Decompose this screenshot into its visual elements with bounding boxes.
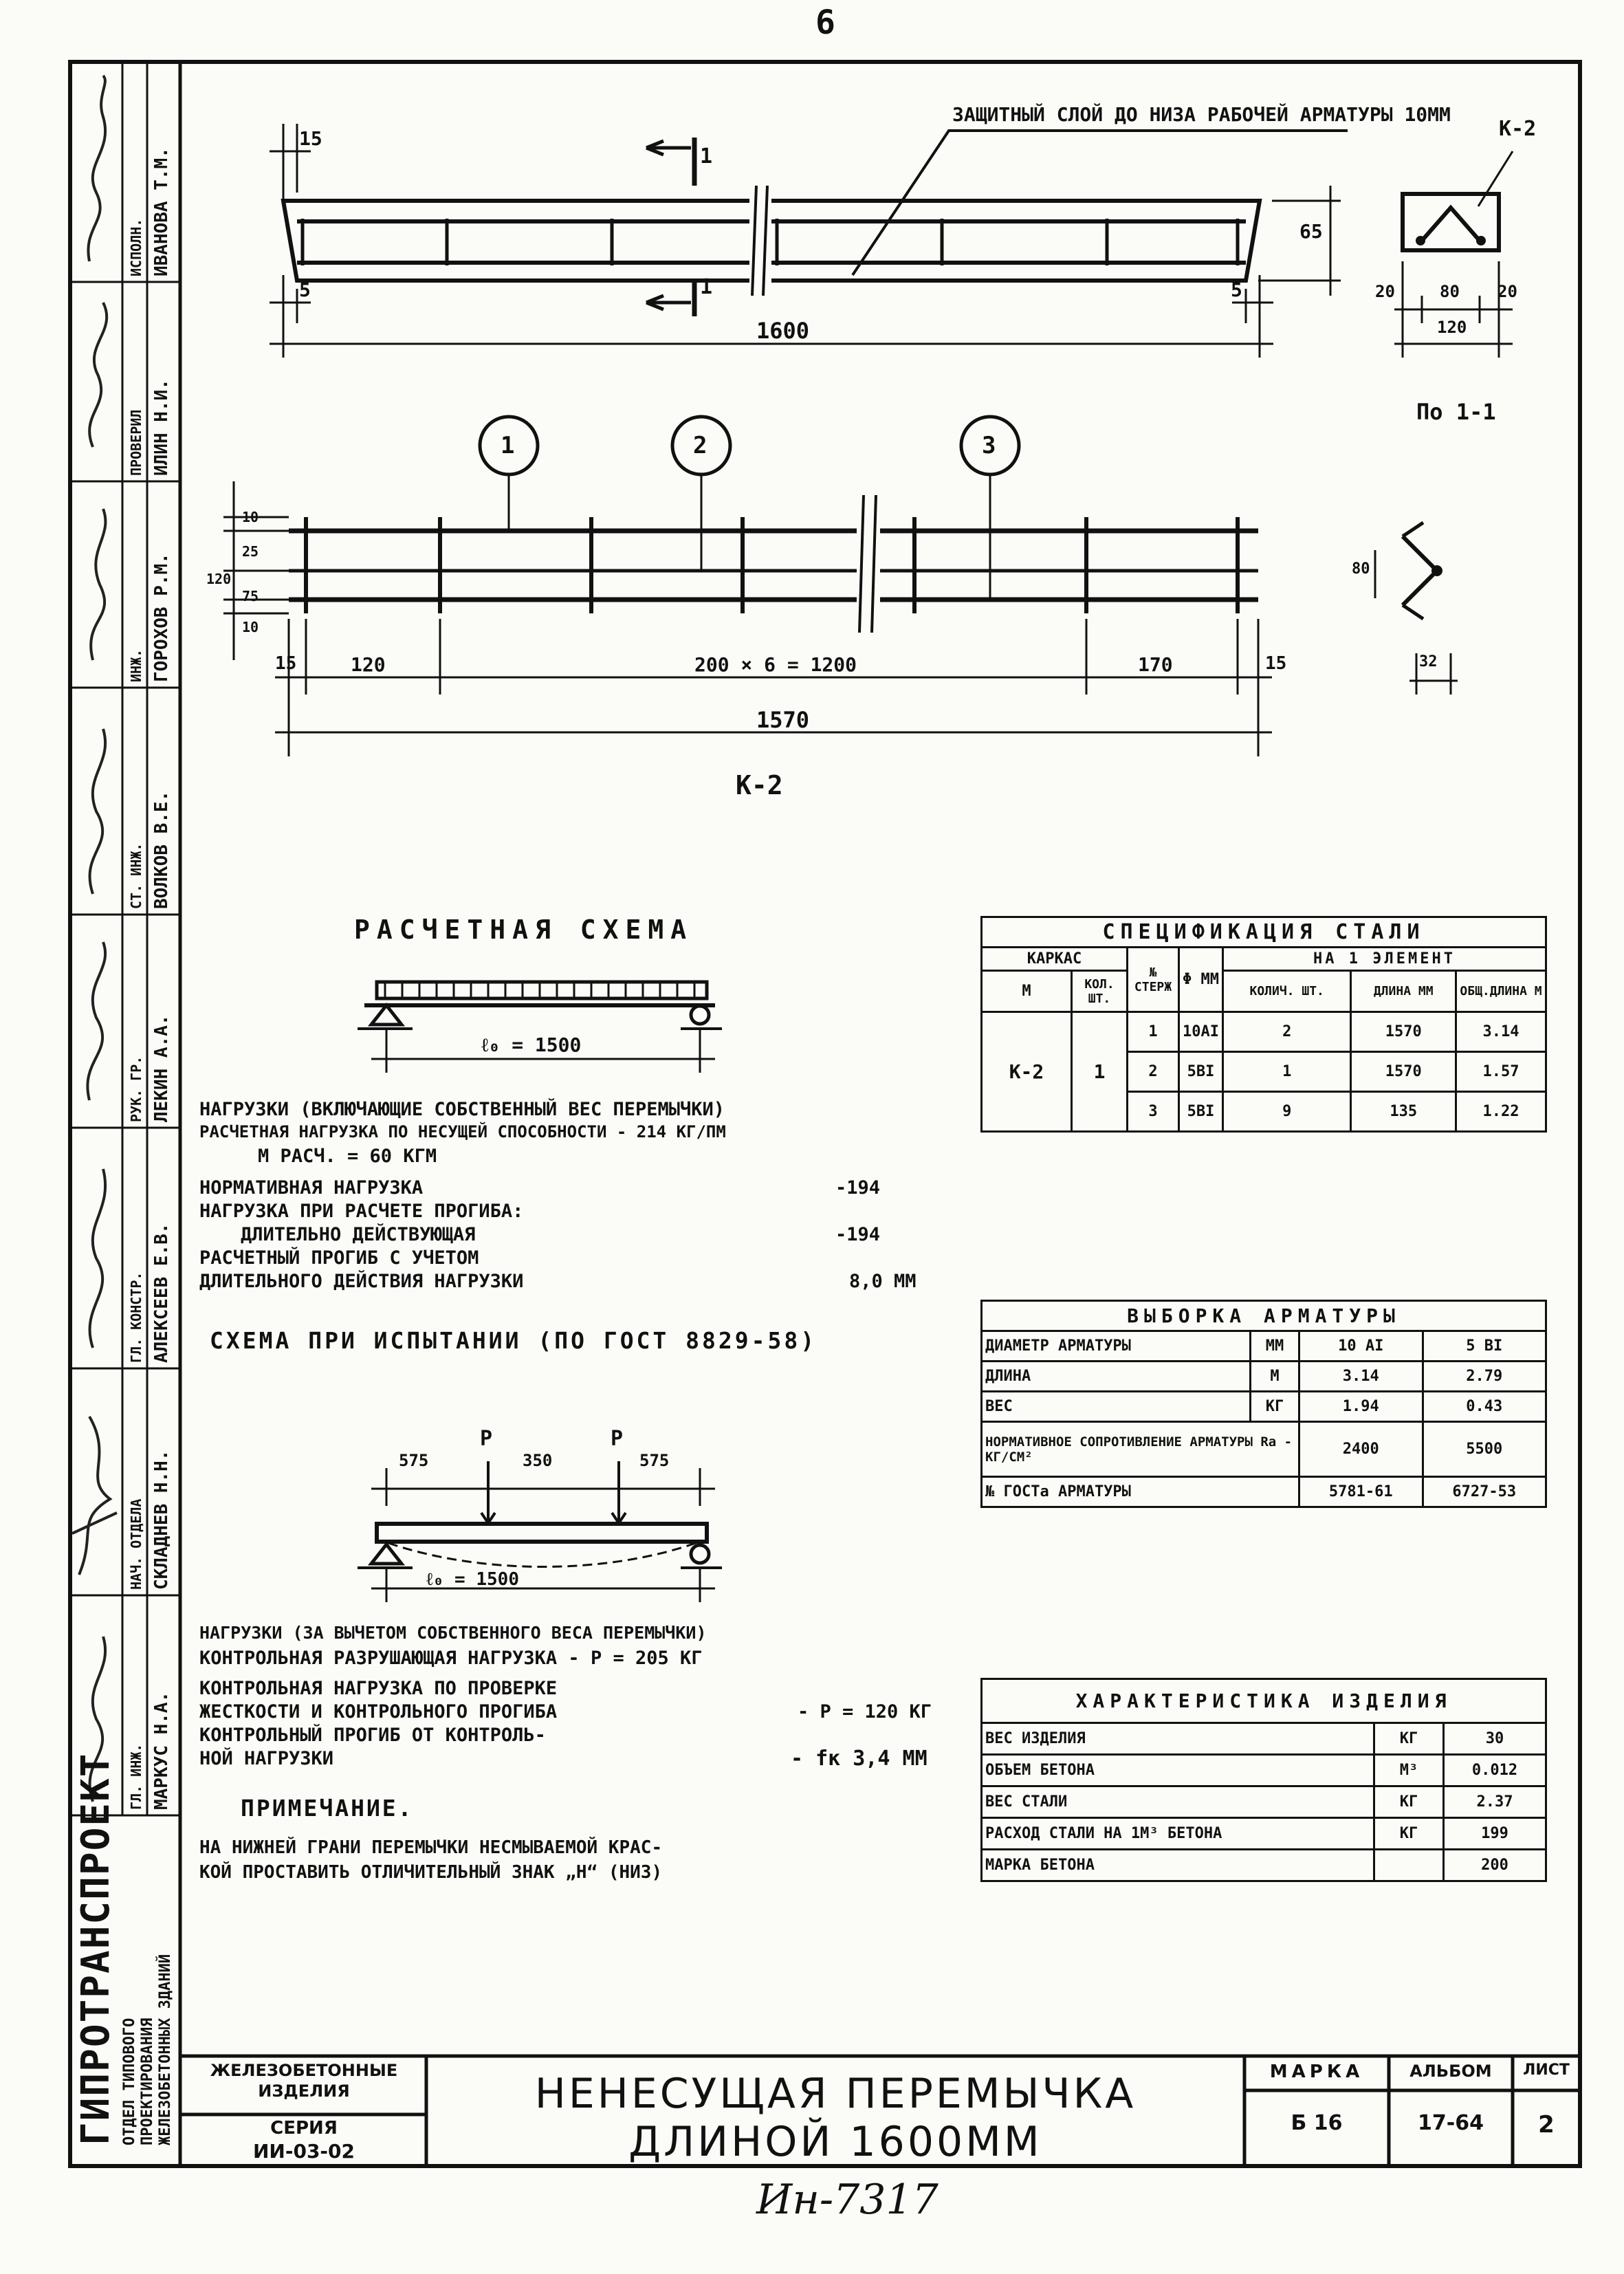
tb-album: 17-64 [1418,2111,1484,2135]
rebar-cell: 5 BI [1423,1331,1546,1362]
dim-text: 20 [1497,282,1517,301]
spec-cell: 1570 [1351,1052,1456,1092]
role-label: РУК. ГР. [128,1056,144,1122]
role-name: ВОЛКОВ В.Е. [151,790,172,909]
rebar-label: ВЕС [982,1392,1251,1422]
spec-cell: 1.57 [1456,1052,1546,1092]
char-label: ВЕС ИЗДЕЛИЯ [982,1723,1374,1755]
char-unit: КГ [1374,1723,1444,1755]
tb-category: ЖЕЛЕЗОБЕТОННЫЕ ИЗДЕЛИЯ [210,2061,398,2101]
rebar-cell: 2400 [1299,1422,1423,1477]
spec-header: КОЛИЧ. ШТ. [1222,971,1350,1012]
tb-series-label: СЕРИЯ [270,2118,338,2139]
calc-line: НАГРУЗКА ПРИ РАСЧЕТЕ ПРОГИБА: [199,1201,524,1222]
callout-2: 2 [693,432,707,459]
spec-header: ДЛИНА ММ [1351,971,1456,1012]
rebar-unit: ММ [1251,1331,1299,1362]
rebar-label: ДЛИНА [982,1362,1251,1392]
test-line: КОНТРОЛЬНЫЙ ПРОГИБ ОТ КОНТРОЛЬ- [199,1725,546,1746]
char-title: ХАРАКТЕРИСТИКА ИЗДЕЛИЯ [982,1679,1546,1723]
role-name: ЛЕКИН А.А. [151,1014,172,1122]
char-unit: КГ [1374,1786,1444,1818]
spec-cell: 3.14 [1456,1012,1546,1052]
spec-header: КОЛ. ШТ. [1072,971,1128,1012]
dim-text: 25 [242,543,259,560]
rebar-cell: 5781-61 [1299,1477,1423,1507]
char-value: 199 [1444,1818,1546,1850]
role-label: ИСПОЛН. [128,218,144,276]
test-span: ℓ₀ = 1500 [426,1569,519,1590]
rebar-cell: 6727-53 [1423,1477,1546,1507]
tb-title-2: ДЛИНОЙ 1600ММ [628,2118,1042,2166]
char-unit: М³ [1374,1755,1444,1786]
dim-text: 5 [1231,278,1242,301]
role-name: МАРКУС Н.А. [151,1691,172,1810]
tb-album-label: АЛЬБОМ [1409,2062,1492,2081]
section-mark: 1 [700,275,713,299]
spec-cell: 9 [1222,1092,1350,1132]
char-value: 200 [1444,1850,1546,1881]
dept-line-2: ПРОЕКТИРОВАНИЯ [139,2018,156,2145]
test-title: СХЕМА ПРИ ИСПЫТАНИИ (ПО ГОСТ 8829-58) [210,1327,818,1354]
test-line: НОЙ НАГРУЗКИ [199,1748,334,1769]
org-name: ГИПРОТРАНСПРОЕКТ [74,1752,118,2145]
dim-text: 120 [1437,318,1467,337]
role-name: СКЛАДНЕВ Н.Н. [151,1450,172,1590]
rebar-cell: 1.94 [1299,1392,1423,1422]
spec-cell: 2 [1128,1052,1179,1092]
tb-title-1: НЕНЕСУЩАЯ ПЕРЕМЫЧКА [534,2070,1137,2118]
calc-line: РАСЧЕТНЫЙ ПРОГИБ С УЧЕТОМ [199,1247,479,1269]
calc-span: ℓ₀ = 1500 [481,1034,582,1056]
role-name: ИВАНОВА Т.М. [151,147,172,276]
spec-header: НА 1 ЭЛЕМЕНТ [1222,948,1546,971]
dept-line-1: ОТДЕЛ ТИПОВОГО [121,2018,138,2145]
calc-line: НОРМАТИВНАЯ НАГРУЗКА [199,1177,424,1199]
char-label: РАСХОД СТАЛИ НА 1М³ БЕТОНА [982,1818,1374,1850]
test-value: - fк 3,4 ММ [791,1747,928,1771]
role-name: АЛЕКСЕЕВ Е.В. [151,1223,172,1363]
tb-mark: Б 16 [1291,2111,1343,2135]
tb-sheet: 2 [1538,2111,1555,2139]
test-value: - P = 120 КГ [798,1701,932,1723]
dim-text: 15 [299,127,322,150]
char-unit [1374,1850,1444,1881]
frame-k2 [223,417,1458,756]
test-line: ЖЕСТКОСТИ И КОНТРОЛЬНОГО ПРОГИБА [199,1701,558,1723]
spec-table [980,916,1547,1133]
frame-label: К-2 [1499,117,1537,141]
calc-title: РАСЧЕТНАЯ СХЕМА [354,915,694,945]
calc-value: -194 [835,1224,881,1245]
char-label: МАРКА БЕТОНА [982,1850,1374,1881]
char-value: 30 [1444,1723,1546,1755]
role-name: ГОРОХОВ Р.М. [151,553,172,682]
spec-header: М [982,971,1072,1012]
role-label: СТ. ИНЖ. [128,842,144,909]
test-line: КОНТРОЛЬНАЯ НАГРУЗКА ПО ПРОВЕРКЕ [199,1678,558,1699]
dim-height: 65 [1299,220,1323,243]
note-title: ПРИМЕЧАНИЕ. [241,1795,414,1822]
calc-line: ДЛИТЕЛЬНО ДЕЙСТВУЮЩАЯ [241,1224,476,1245]
spec-header: ОБЩ.ДЛИНА М [1456,971,1546,1012]
rebar-label: НОРМАТИВНОЕ СОПРОТИВЛЕНИЕ АРМАТУРЫ Rа - КГ/СМ² [982,1422,1299,1477]
dim-text: 120 [351,653,386,676]
dim-text: 80 [1352,560,1370,578]
rebar-label: ДИАМЕТР АРМАТУРЫ [982,1331,1251,1362]
frame-label: К-2 [736,770,783,800]
dim-text: 10 [242,509,259,525]
dim-text: 32 [1419,653,1438,670]
role-name: ИЛИН Н.И. [151,379,172,476]
dim-text: 15 [1265,653,1287,674]
inventory-mark: Ин-7317 [756,2176,939,2224]
callout-1: 1 [501,432,515,459]
spec-frame: К-2 [982,1012,1072,1132]
rebar-cell: 2.79 [1423,1362,1546,1392]
rebar-unit: КГ [1251,1392,1299,1422]
char-table [980,1678,1547,1882]
dim-text: 15 [275,653,297,674]
spec-title: СПЕЦИФИКАЦИЯ СТАЛИ [982,917,1546,948]
calc-line: ДЛИТЕЛЬНОГО ДЕЙСТВИЯ НАГРУЗКИ [199,1271,524,1292]
dim-text: 575 [639,1451,670,1470]
dim-text: 75 [242,588,259,604]
role-label: ПРОВЕРИЛ [128,409,144,476]
dim-text: 170 [1138,653,1173,676]
calc-line: М РАСЧ. = 60 КГМ [258,1146,437,1167]
char-label: ОБЪЕМ БЕТОНА [982,1755,1374,1786]
rebar-cell: 0.43 [1423,1392,1546,1422]
spec-header: КАРКАС [982,948,1128,971]
note-line: НА НИЖНЕЙ ГРАНИ ПЕРЕМЫЧКИ НЕСМЫВАЕМОЙ КРАС- [199,1837,663,1858]
section-mark: 1 [700,144,713,168]
rebar-title: ВЫБОРКА АРМАТУРЫ [982,1301,1546,1331]
dim-total: 1570 [756,707,810,733]
test-line: КОНТРОЛЬНАЯ РАЗРУШАЮЩАЯ НАГРУЗКА - P = 205 КГ [199,1648,703,1669]
char-value: 0.012 [1444,1755,1546,1786]
spec-cell: 1570 [1351,1012,1456,1052]
spec-header: Φ ММ [1179,948,1223,1012]
load-p: P [480,1427,493,1451]
dim-text: 200 × 6 = 1200 [694,653,857,676]
spec-cell: 135 [1351,1092,1456,1132]
spec-header: № СТЕРЖ [1128,948,1179,1012]
dim-text: 10 [242,619,259,635]
rebar-table [980,1300,1547,1508]
role-label: ГЛ. КОНСТР. [128,1271,144,1363]
calc-schema [358,982,722,1073]
tb-sheet-label: ЛИСТ [1523,2062,1570,2079]
callout-3: 3 [982,432,996,459]
char-value: 2.37 [1444,1786,1546,1818]
spec-cell: 1.22 [1456,1092,1546,1132]
tb-series: ИИ-03-02 [252,2140,355,2163]
load-p: P [611,1427,624,1451]
spec-cell: 1 [1222,1052,1350,1092]
spec-cell: 3 [1128,1092,1179,1132]
rebar-cell: 3.14 [1299,1362,1423,1392]
dim-length: 1600 [756,318,810,344]
rebar-cell: 10 AI [1299,1331,1423,1362]
test-line: НАГРУЗКИ (ЗА ВЫЧЕТОМ СОБСТВЕННОГО ВЕСА ПЕРЕМЫЧКИ) [199,1623,707,1643]
signatures [72,76,117,1802]
rebar-cell: 5500 [1423,1422,1546,1477]
rebar-unit: М [1251,1362,1299,1392]
spec-cell: 5BI [1179,1052,1223,1092]
spec-frame-qty: 1 [1072,1012,1128,1132]
rebar-label: № ГОСТа АРМАТУРЫ [982,1477,1299,1507]
protective-layer-note: ЗАЩИТНЫЙ СЛОЙ ДО НИЗА РАБОЧЕЙ АРМАТУРЫ 10ММ [952,103,1451,126]
calc-line: РАСЧЕТНАЯ НАГРУЗКА ПО НЕСУЩЕЙ СПОСОБНОСТИ - 214 КГ/ПМ [199,1122,726,1141]
calc-line: НАГРУЗКИ (ВКЛЮЧАЮЩИЕ СОБСТВЕННЫЙ ВЕС ПЕРЕМЫЧКИ) [199,1099,725,1120]
page-number: 6 [815,3,835,42]
dim-text: 575 [399,1451,429,1470]
spec-cell: 5BI [1179,1092,1223,1132]
tb-mark-label: МАРКА [1269,2062,1364,2082]
dim-text: 20 [1375,282,1395,301]
dept-line-3: ЖЕЛЕЗОБЕТОННЫХ ЗДАНИЙ [157,1954,174,2145]
char-unit: КГ [1374,1818,1444,1850]
calc-value: 8,0 ММ [849,1271,917,1292]
role-label: ГЛ. ИНЖ. [128,1743,144,1810]
section-title: По 1-1 [1416,399,1496,425]
note-line: КОЙ ПРОСТАВИТЬ ОТЛИЧИТЕЛЬНЫЙ ЗНАК „Н“ (НИЗ) [199,1862,663,1883]
spec-cell: 10AI [1179,1012,1223,1052]
calc-value: -194 [835,1177,881,1199]
role-label: НАЧ. ОТДЕЛА [128,1498,144,1590]
dim-text: 80 [1440,282,1460,301]
test-schema [358,1461,722,1602]
spec-cell: 2 [1222,1012,1350,1052]
dim-text: 5 [299,278,311,301]
spec-cell: 1 [1128,1012,1179,1052]
char-label: ВЕС СТАЛИ [982,1786,1374,1818]
dim-text: 350 [523,1451,553,1470]
role-label: ИНЖ. [128,648,144,682]
dim-text: 120 [206,571,232,587]
